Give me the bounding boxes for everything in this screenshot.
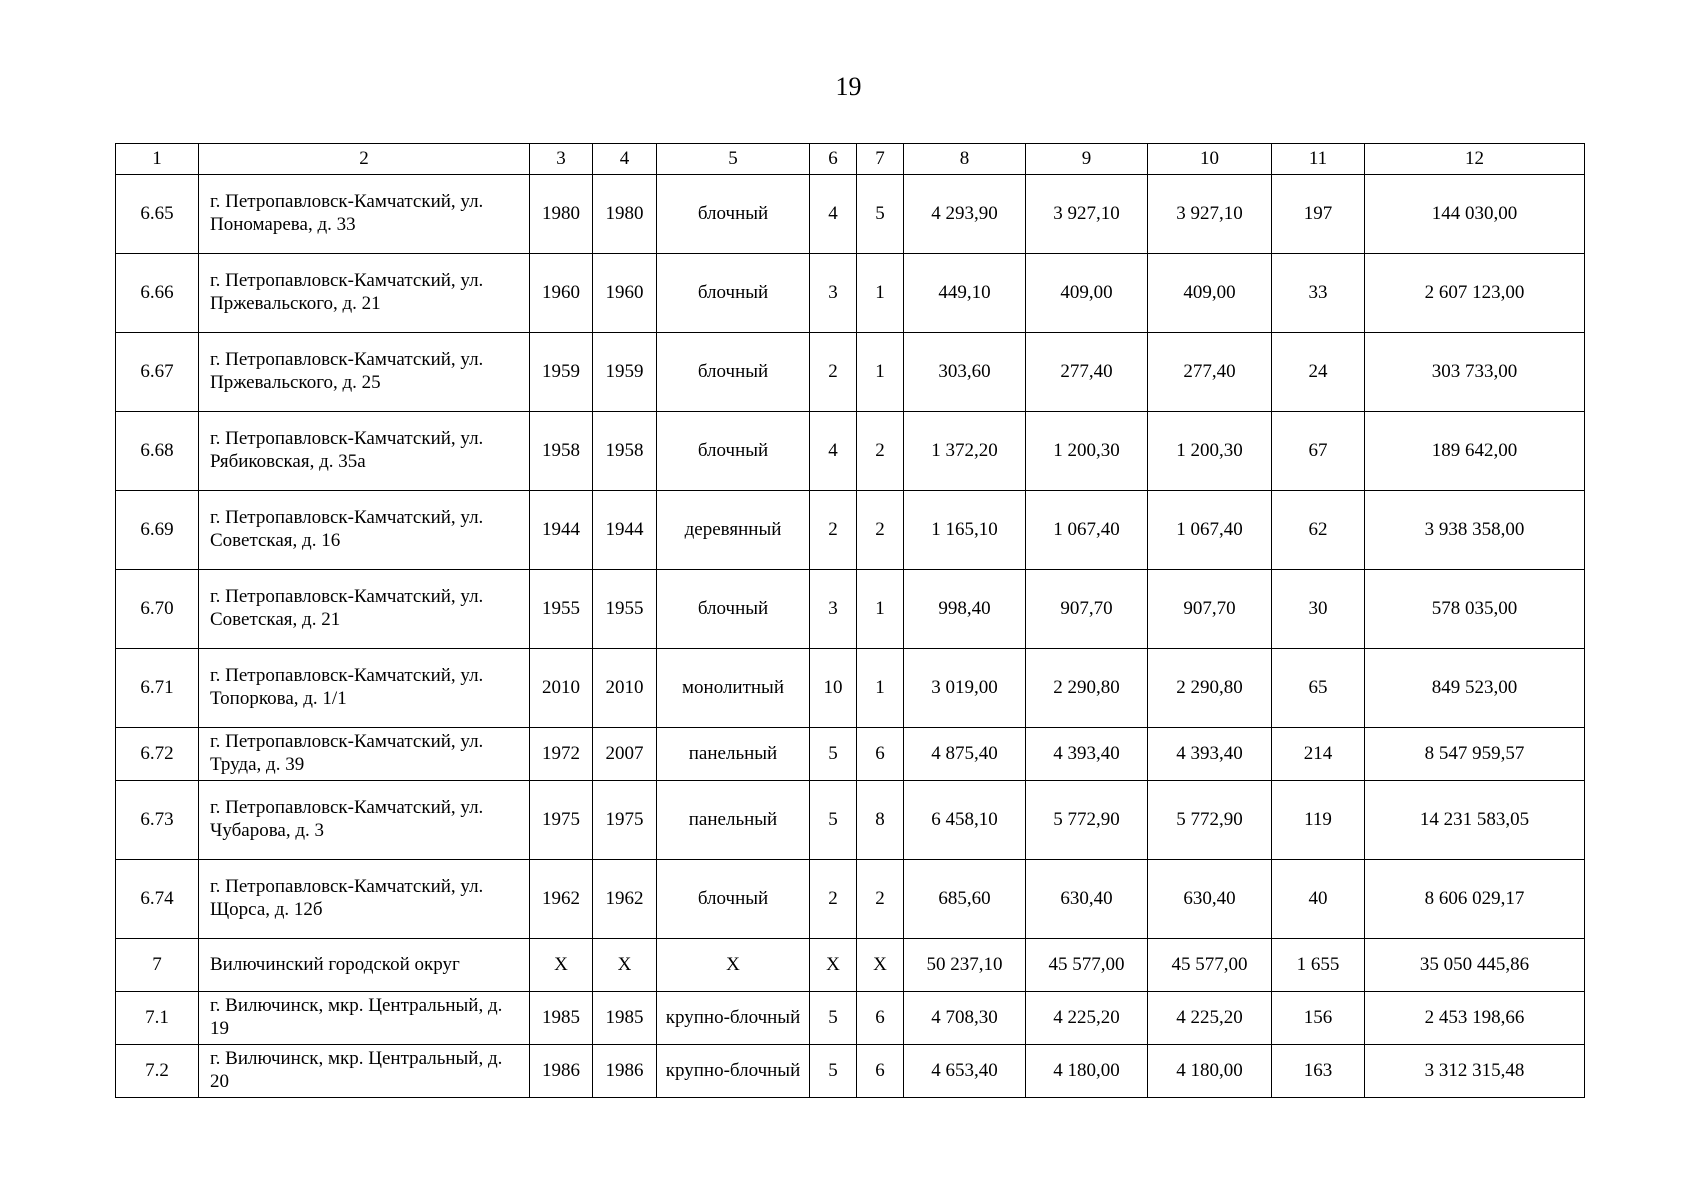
address-cell: г. Петропавловск-Камчатский, ул. Пржевальского, д. 21	[199, 254, 530, 333]
cost-cell: 578 035,00	[1365, 570, 1585, 649]
residential-area-cell: 5 772,90	[1148, 781, 1272, 860]
column-number-header: 3	[530, 144, 593, 175]
row-number-cell: 6.66	[116, 254, 199, 333]
address-cell: г. Петропавловск-Камчатский, ул. Рябиковская, д. 35а	[199, 412, 530, 491]
residents-cell: 30	[1272, 570, 1365, 649]
total-area-cell: 685,60	[904, 860, 1026, 939]
residential-area-cell: 45 577,00	[1148, 939, 1272, 992]
wall-material-cell: блочный	[657, 412, 810, 491]
row-number-cell: 6.70	[116, 570, 199, 649]
floors-cell: 2	[810, 333, 857, 412]
address-cell: г. Петропавловск-Камчатский, ул. Пржевальского, д. 25	[199, 333, 530, 412]
table-header-row	[116, 144, 1585, 175]
wall-material-cell: монолитный	[657, 649, 810, 728]
wall-material-cell: блочный	[657, 860, 810, 939]
living-area-cell: 2 290,80	[1026, 649, 1148, 728]
entrances-cell: 5	[857, 175, 904, 254]
year-commissioned-cell: 1960	[593, 254, 657, 333]
year-built-cell: 1980	[530, 175, 593, 254]
cost-cell: 303 733,00	[1365, 333, 1585, 412]
row-number-cell: 6.74	[116, 860, 199, 939]
year-built-cell: 1986	[530, 1045, 593, 1098]
row-number-cell: 6.68	[116, 412, 199, 491]
year-built-cell: 1972	[530, 728, 593, 781]
residential-area-cell: 409,00	[1148, 254, 1272, 333]
year-built-cell: 1960	[530, 254, 593, 333]
column-number-header: 1	[116, 144, 199, 175]
residents-cell: 40	[1272, 860, 1365, 939]
row-number-cell: 6.67	[116, 333, 199, 412]
wall-material-cell: крупно-блочный	[657, 992, 810, 1045]
table-row	[116, 570, 1585, 649]
living-area-cell: 4 393,40	[1026, 728, 1148, 781]
living-area-cell: 907,70	[1026, 570, 1148, 649]
page-number: 19	[835, 72, 862, 101]
total-area-cell: 6 458,10	[904, 781, 1026, 860]
entrances-cell: 1	[857, 254, 904, 333]
year-commissioned-cell: 1985	[593, 992, 657, 1045]
total-area-cell: 4 653,40	[904, 1045, 1026, 1098]
table-row	[116, 412, 1585, 491]
row-number-cell: 7.1	[116, 992, 199, 1045]
living-area-cell: 4 225,20	[1026, 992, 1148, 1045]
floors-cell: 5	[810, 728, 857, 781]
residents-cell: 33	[1272, 254, 1365, 333]
cost-cell: 8 547 959,57	[1365, 728, 1585, 781]
table-row	[116, 728, 1585, 781]
residents-cell: 163	[1272, 1045, 1365, 1098]
residential-area-cell: 4 180,00	[1148, 1045, 1272, 1098]
entrances-cell: 2	[857, 491, 904, 570]
total-area-cell: 4 293,90	[904, 175, 1026, 254]
total-area-cell: 4 875,40	[904, 728, 1026, 781]
wall-material-cell: блочный	[657, 254, 810, 333]
entrances-cell: 2	[857, 412, 904, 491]
residential-area-cell: 1 067,40	[1148, 491, 1272, 570]
year-commissioned-cell: 1980	[593, 175, 657, 254]
residents-cell: 1 655	[1272, 939, 1365, 992]
entrances-cell: 6	[857, 992, 904, 1045]
floors-cell: 3	[810, 570, 857, 649]
floors-cell: 2	[810, 860, 857, 939]
entrances-cell: 1	[857, 333, 904, 412]
wall-material-cell: блочный	[657, 333, 810, 412]
living-area-cell: 1 200,30	[1026, 412, 1148, 491]
total-area-cell: 3 019,00	[904, 649, 1026, 728]
cost-cell: 2 453 198,66	[1365, 992, 1585, 1045]
year-commissioned-cell: 1975	[593, 781, 657, 860]
wall-material-cell: блочный	[657, 175, 810, 254]
entrances-cell: 1	[857, 649, 904, 728]
address-cell: г. Петропавловск-Камчатский, ул. Чубарова, д. 3	[199, 781, 530, 860]
residents-cell: 156	[1272, 992, 1365, 1045]
table-row	[116, 254, 1585, 333]
year-commissioned-cell: 1944	[593, 491, 657, 570]
floors-cell: 3	[810, 254, 857, 333]
entrances-cell: 2	[857, 860, 904, 939]
year-commissioned-cell: 1986	[593, 1045, 657, 1098]
total-area-cell: 4 708,30	[904, 992, 1026, 1045]
total-area-cell: 1 372,20	[904, 412, 1026, 491]
address-cell: г. Вилючинск, мкр. Центральный, д. 19	[199, 992, 530, 1045]
row-number-cell: 6.69	[116, 491, 199, 570]
residential-area-cell: 4 393,40	[1148, 728, 1272, 781]
cost-cell: 35 050 445,86	[1365, 939, 1585, 992]
floors-cell: 10	[810, 649, 857, 728]
cost-cell: 8 606 029,17	[1365, 860, 1585, 939]
residential-area-cell: 907,70	[1148, 570, 1272, 649]
year-commissioned-cell: 1955	[593, 570, 657, 649]
total-area-cell: 998,40	[904, 570, 1026, 649]
floors-cell: 5	[810, 781, 857, 860]
cost-cell: 189 642,00	[1365, 412, 1585, 491]
address-cell: г. Петропавловск-Камчатский, ул. Советская, д. 16	[199, 491, 530, 570]
column-number-header: 2	[199, 144, 530, 175]
address-cell: г. Петропавловск-Камчатский, ул. Советская, д. 21	[199, 570, 530, 649]
living-area-cell: 45 577,00	[1026, 939, 1148, 992]
floors-cell: 5	[810, 992, 857, 1045]
floors-cell: X	[810, 939, 857, 992]
year-built-cell: 1958	[530, 412, 593, 491]
living-area-cell: 409,00	[1026, 254, 1148, 333]
row-number-cell: 7.2	[116, 1045, 199, 1098]
column-number-header: 5	[657, 144, 810, 175]
floors-cell: 2	[810, 491, 857, 570]
year-built-cell: 1975	[530, 781, 593, 860]
housing-registry-table	[115, 143, 1585, 1098]
table-row	[116, 992, 1585, 1045]
entrances-cell: 8	[857, 781, 904, 860]
address-cell: г. Петропавловск-Камчатский, ул. Топоркова, д. 1/1	[199, 649, 530, 728]
living-area-cell: 5 772,90	[1026, 781, 1148, 860]
cost-cell: 3 312 315,48	[1365, 1045, 1585, 1098]
row-number-cell: 6.72	[116, 728, 199, 781]
residents-cell: 67	[1272, 412, 1365, 491]
cost-cell: 3 938 358,00	[1365, 491, 1585, 570]
living-area-cell: 1 067,40	[1026, 491, 1148, 570]
year-commissioned-cell: 2010	[593, 649, 657, 728]
table-row	[116, 1045, 1585, 1098]
table-row	[116, 491, 1585, 570]
wall-material-cell: X	[657, 939, 810, 992]
living-area-cell: 277,40	[1026, 333, 1148, 412]
entrances-cell: 6	[857, 728, 904, 781]
floors-cell: 4	[810, 175, 857, 254]
column-number-header: 10	[1148, 144, 1272, 175]
residential-area-cell: 1 200,30	[1148, 412, 1272, 491]
cost-cell: 144 030,00	[1365, 175, 1585, 254]
total-area-cell: 50 237,10	[904, 939, 1026, 992]
total-area-cell: 1 165,10	[904, 491, 1026, 570]
floors-cell: 4	[810, 412, 857, 491]
table-row	[116, 333, 1585, 412]
table-row	[116, 939, 1585, 992]
living-area-cell: 4 180,00	[1026, 1045, 1148, 1098]
year-built-cell: 1962	[530, 860, 593, 939]
year-commissioned-cell: 1959	[593, 333, 657, 412]
address-cell: г. Петропавловск-Камчатский, ул. Труда, д. 39	[199, 728, 530, 781]
wall-material-cell: крупно-блочный	[657, 1045, 810, 1098]
entrances-cell: X	[857, 939, 904, 992]
residential-area-cell: 277,40	[1148, 333, 1272, 412]
cost-cell: 2 607 123,00	[1365, 254, 1585, 333]
column-number-header: 6	[810, 144, 857, 175]
table-row	[116, 860, 1585, 939]
entrances-cell: 1	[857, 570, 904, 649]
living-area-cell: 3 927,10	[1026, 175, 1148, 254]
residents-cell: 24	[1272, 333, 1365, 412]
column-number-header: 8	[904, 144, 1026, 175]
address-cell: г. Вилючинск, мкр. Центральный, д. 20	[199, 1045, 530, 1098]
year-commissioned-cell: 1962	[593, 860, 657, 939]
residential-area-cell: 2 290,80	[1148, 649, 1272, 728]
residents-cell: 65	[1272, 649, 1365, 728]
entrances-cell: 6	[857, 1045, 904, 1098]
wall-material-cell: панельный	[657, 728, 810, 781]
cost-cell: 14 231 583,05	[1365, 781, 1585, 860]
cost-cell: 849 523,00	[1365, 649, 1585, 728]
residential-area-cell: 630,40	[1148, 860, 1272, 939]
year-built-cell: 1985	[530, 992, 593, 1045]
wall-material-cell: панельный	[657, 781, 810, 860]
wall-material-cell: блочный	[657, 570, 810, 649]
residential-area-cell: 4 225,20	[1148, 992, 1272, 1045]
column-number-header: 11	[1272, 144, 1365, 175]
row-number-cell: 6.65	[116, 175, 199, 254]
column-number-header: 4	[593, 144, 657, 175]
living-area-cell: 630,40	[1026, 860, 1148, 939]
year-built-cell: 1955	[530, 570, 593, 649]
total-area-cell: 303,60	[904, 333, 1026, 412]
residents-cell: 62	[1272, 491, 1365, 570]
column-number-header: 7	[857, 144, 904, 175]
row-number-cell: 6.73	[116, 781, 199, 860]
year-built-cell: 1944	[530, 491, 593, 570]
year-built-cell: X	[530, 939, 593, 992]
residents-cell: 214	[1272, 728, 1365, 781]
residents-cell: 197	[1272, 175, 1365, 254]
year-commissioned-cell: 2007	[593, 728, 657, 781]
residential-area-cell: 3 927,10	[1148, 175, 1272, 254]
total-area-cell: 449,10	[904, 254, 1026, 333]
year-built-cell: 1959	[530, 333, 593, 412]
year-commissioned-cell: X	[593, 939, 657, 992]
address-cell: г. Петропавловск-Камчатский, ул. Пономарева, д. 33	[199, 175, 530, 254]
address-cell: Вилючинский городской округ	[199, 939, 530, 992]
table-row	[116, 781, 1585, 860]
column-number-header: 9	[1026, 144, 1148, 175]
floors-cell: 5	[810, 1045, 857, 1098]
table-row	[116, 649, 1585, 728]
row-number-cell: 7	[116, 939, 199, 992]
year-built-cell: 2010	[530, 649, 593, 728]
address-cell: г. Петропавловск-Камчатский, ул. Щорса, д. 12б	[199, 860, 530, 939]
year-commissioned-cell: 1958	[593, 412, 657, 491]
table-row	[116, 175, 1585, 254]
column-number-header: 12	[1365, 144, 1585, 175]
wall-material-cell: деревянный	[657, 491, 810, 570]
row-number-cell: 6.71	[116, 649, 199, 728]
residents-cell: 119	[1272, 781, 1365, 860]
